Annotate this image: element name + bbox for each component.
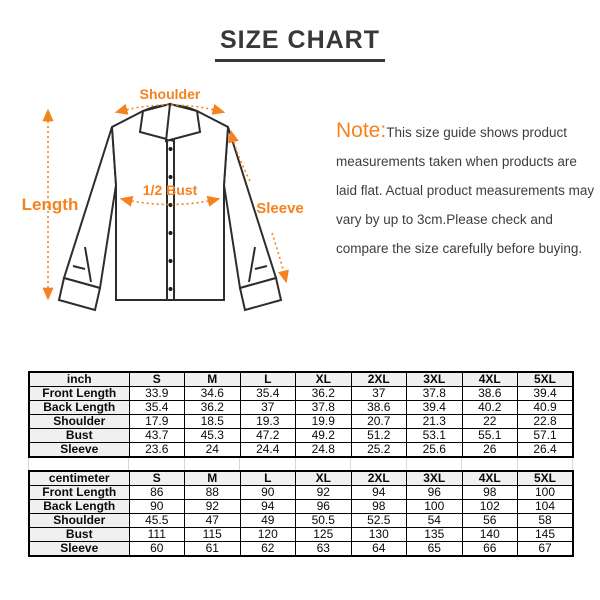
size-table-inch <box>28 371 574 458</box>
value-cell: 56 <box>462 514 518 528</box>
value-cell: 21.3 <box>407 415 463 429</box>
measurement-row <box>29 387 573 401</box>
value-cell: 65 <box>407 542 463 557</box>
measurement-row <box>29 401 573 415</box>
value-cell: 22.8 <box>518 415 574 429</box>
value-cell: 88 <box>185 486 241 500</box>
value-cell: 54 <box>407 514 463 528</box>
value-cell: 94 <box>240 500 296 514</box>
spacer-cell <box>406 458 462 470</box>
value-cell: 52.5 <box>351 514 407 528</box>
value-cell: 35.4 <box>240 387 296 401</box>
row-label-cell: Front Length <box>29 486 129 500</box>
value-cell: 40.9 <box>518 401 574 415</box>
spacer-cell <box>517 458 573 470</box>
value-cell: 18.5 <box>185 415 241 429</box>
value-cell: 37.8 <box>407 387 463 401</box>
button-dot <box>169 259 173 263</box>
spacer-cell <box>29 458 129 470</box>
value-cell: 100 <box>407 500 463 514</box>
measurement-row <box>29 528 573 542</box>
size-header-cell: 4XL <box>462 471 518 486</box>
value-cell: 45.3 <box>185 429 241 443</box>
size-table-centimeter <box>28 470 574 557</box>
row-label-cell: Back Length <box>29 401 129 415</box>
spacer-cell <box>351 458 407 470</box>
spacer-cell <box>129 458 185 470</box>
value-cell: 115 <box>185 528 241 542</box>
value-cell: 51.2 <box>351 429 407 443</box>
value-cell: 55.1 <box>462 429 518 443</box>
value-cell: 38.6 <box>462 387 518 401</box>
size-header-cell: 3XL <box>407 471 463 486</box>
row-label-cell: Front Length <box>29 387 129 401</box>
row-label-cell: Shoulder <box>29 514 129 528</box>
value-cell: 120 <box>240 528 296 542</box>
value-cell: 37.8 <box>296 401 352 415</box>
value-cell: 58 <box>518 514 574 528</box>
size-tables <box>28 371 572 557</box>
value-cell: 104 <box>518 500 574 514</box>
measurement-row <box>29 429 573 443</box>
value-cell: 38.6 <box>351 401 407 415</box>
header-row <box>29 372 573 387</box>
note-text: This size guide shows product measurements taken when products are laid flat. Actual product measurements may vary by up to 3cm.Please check and compare the size carefully before buying. <box>336 125 595 256</box>
row-label-cell: Back Length <box>29 500 129 514</box>
value-cell: 49.2 <box>296 429 352 443</box>
value-cell: 40.2 <box>462 401 518 415</box>
button-dot <box>169 231 173 235</box>
value-cell: 25.2 <box>351 443 407 458</box>
value-cell: 64 <box>351 542 407 557</box>
value-cell: 26 <box>462 443 518 458</box>
value-cell: 33.9 <box>129 387 185 401</box>
measurement-row <box>29 443 573 458</box>
value-cell: 98 <box>351 500 407 514</box>
sleeve-label: Sleeve <box>256 200 304 217</box>
value-cell: 102 <box>462 500 518 514</box>
value-cell: 36.2 <box>296 387 352 401</box>
value-cell: 49 <box>240 514 296 528</box>
value-cell: 26.4 <box>518 443 574 458</box>
size-header-cell: L <box>240 471 296 486</box>
value-cell: 92 <box>296 486 352 500</box>
value-cell: 19.3 <box>240 415 296 429</box>
size-header-cell: 2XL <box>351 471 407 486</box>
row-label-cell: Sleeve <box>29 443 129 458</box>
measurement-row <box>29 542 573 557</box>
value-cell: 35.4 <box>129 401 185 415</box>
spacer-cell <box>462 458 518 470</box>
size-header-cell: 3XL <box>407 372 463 387</box>
page-title: SIZE CHART <box>215 26 385 62</box>
value-cell: 39.4 <box>518 387 574 401</box>
value-cell: 98 <box>462 486 518 500</box>
value-cell: 140 <box>462 528 518 542</box>
measurement-row <box>29 415 573 429</box>
size-header-cell: S <box>129 372 185 387</box>
value-cell: 90 <box>129 500 185 514</box>
value-cell: 24 <box>185 443 241 458</box>
value-cell: 111 <box>129 528 185 542</box>
row-label-cell: Bust <box>29 429 129 443</box>
value-cell: 22 <box>462 415 518 429</box>
value-cell: 53.1 <box>407 429 463 443</box>
spacer-cell <box>295 458 351 470</box>
value-cell: 45.5 <box>129 514 185 528</box>
value-cell: 130 <box>351 528 407 542</box>
value-cell: 135 <box>407 528 463 542</box>
size-header-cell: 2XL <box>351 372 407 387</box>
value-cell: 86 <box>129 486 185 500</box>
value-cell: 66 <box>462 542 518 557</box>
shirt-diagram <box>0 85 330 325</box>
value-cell: 43.7 <box>129 429 185 443</box>
spacer-row <box>29 458 573 470</box>
size-header-cell: 5XL <box>518 372 574 387</box>
shoulder-label: Shoulder <box>139 86 201 102</box>
value-cell: 39.4 <box>407 401 463 415</box>
length-label: Length <box>21 195 79 214</box>
spacer-cell <box>184 458 240 470</box>
value-cell: 24.4 <box>240 443 296 458</box>
value-cell: 47.2 <box>240 429 296 443</box>
row-label-cell: Shoulder <box>29 415 129 429</box>
size-header-cell: M <box>185 471 241 486</box>
value-cell: 90 <box>240 486 296 500</box>
unit-header-cell: centimeter <box>29 471 129 486</box>
shirt-illustration <box>0 85 330 325</box>
half-bust-label: 1/2 Bust <box>142 182 198 198</box>
spacer-cell <box>240 458 296 470</box>
value-cell: 36.2 <box>185 401 241 415</box>
row-label-cell: Sleeve <box>29 542 129 557</box>
value-cell: 96 <box>407 486 463 500</box>
value-cell: 24.8 <box>296 443 352 458</box>
size-header-cell: L <box>240 372 296 387</box>
header-row <box>29 471 573 486</box>
button-dot <box>169 147 173 151</box>
title-wrap <box>0 26 600 62</box>
size-header-cell: 4XL <box>462 372 518 387</box>
value-cell: 34.6 <box>185 387 241 401</box>
value-cell: 57.1 <box>518 429 574 443</box>
value-cell: 37 <box>351 387 407 401</box>
measurement-row <box>29 500 573 514</box>
note-label: Note: <box>336 119 387 142</box>
value-cell: 17.9 <box>129 415 185 429</box>
measurement-row <box>29 514 573 528</box>
value-cell: 145 <box>518 528 574 542</box>
size-header-cell: S <box>129 471 185 486</box>
value-cell: 60 <box>129 542 185 557</box>
row-label-cell: Bust <box>29 528 129 542</box>
value-cell: 96 <box>296 500 352 514</box>
value-cell: 62 <box>240 542 296 557</box>
value-cell: 61 <box>185 542 241 557</box>
value-cell: 67 <box>518 542 574 557</box>
measurement-row <box>29 486 573 500</box>
value-cell: 94 <box>351 486 407 500</box>
size-header-cell: 5XL <box>518 471 574 486</box>
value-cell: 23.6 <box>129 443 185 458</box>
value-cell: 25.6 <box>407 443 463 458</box>
size-header-cell: XL <box>296 471 352 486</box>
value-cell: 37 <box>240 401 296 415</box>
button-dot <box>169 175 173 179</box>
value-cell: 125 <box>296 528 352 542</box>
value-cell: 50.5 <box>296 514 352 528</box>
note-block <box>336 116 598 263</box>
value-cell: 19.9 <box>296 415 352 429</box>
size-header-cell: M <box>185 372 241 387</box>
button-dot <box>169 287 173 291</box>
value-cell: 92 <box>185 500 241 514</box>
value-cell: 20.7 <box>351 415 407 429</box>
value-cell: 47 <box>185 514 241 528</box>
unit-header-cell: inch <box>29 372 129 387</box>
size-header-cell: XL <box>296 372 352 387</box>
table-spacer <box>28 458 573 470</box>
value-cell: 100 <box>518 486 574 500</box>
value-cell: 63 <box>296 542 352 557</box>
